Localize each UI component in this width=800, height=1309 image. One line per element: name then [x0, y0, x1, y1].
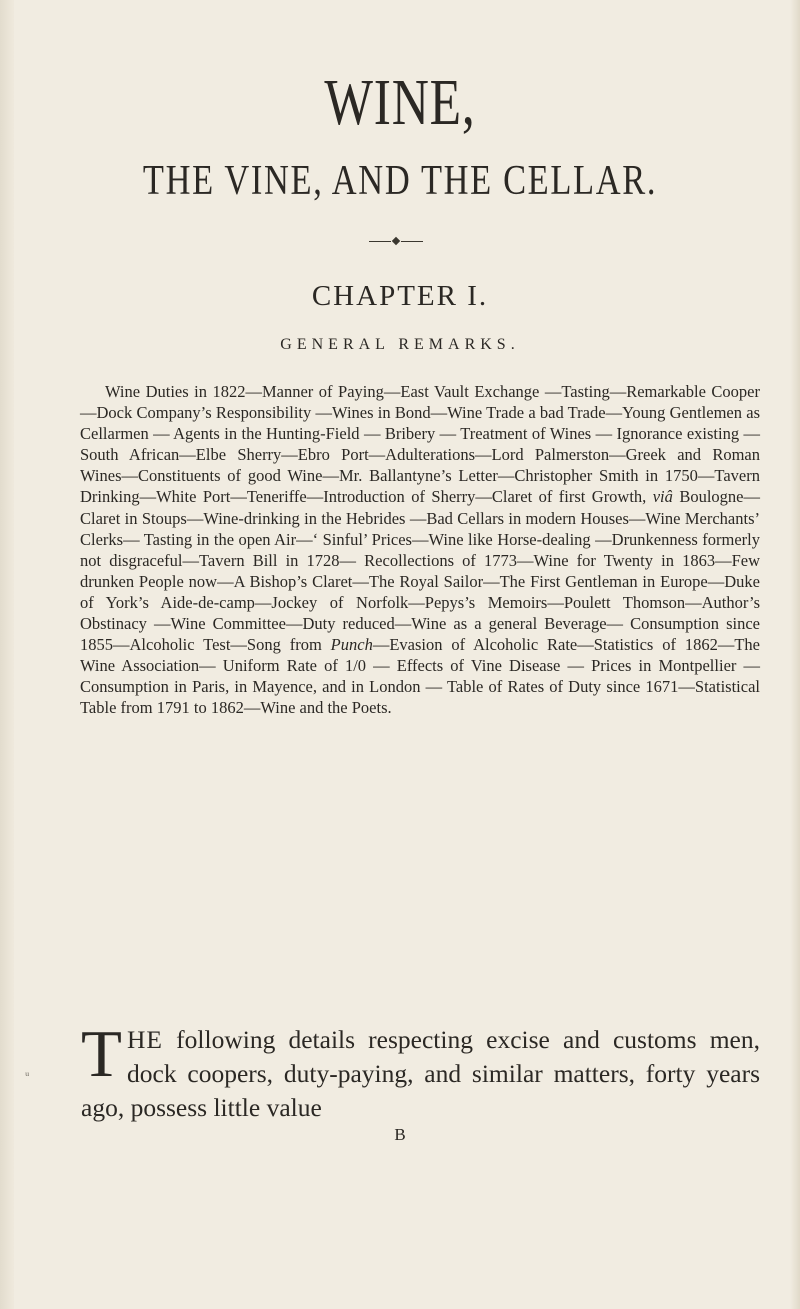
section-heading: GENERAL REMARKS.	[280, 336, 520, 353]
synopsis-italic-via: viâ	[652, 487, 673, 507]
page-edge-right	[790, 0, 800, 1309]
book-title: WINE,	[324, 66, 476, 139]
synopsis-text-2: Boulogne—Claret in Stoups—Wine-drinking in the Hebrides —Bad Cellars in modern Houses—Wine Merchants’ Clerks— Tasting in the open Air—‘ Sinful’ Prices—Wine like Horse-dealing —Drunkenness formerly not disgraceful—Tavern Bill in 1728— Recollections of 1773—Wine for Twenty in 1863—Few drunken People now—A Bishop’s Claret—The Royal Sailor—The First Gentleman in Europe—Duke of York’s Aide-de-camp—Jockey of Norfolk—Pepys’s Memoirs—Poulett Thomson—Author’s Obstinacy —Wine Committee—Duty reduced—Wine as a general Beverage— Consumption since 1855—Alcoholic Test—Song from	[80, 487, 760, 655]
margin-mark: ᵤ	[25, 1063, 30, 1078]
drop-cap: T	[81, 1017, 122, 1091]
ornament-line-left	[369, 241, 391, 242]
synopsis-text-1: Wine Duties in 1822—Manner of Paying—East Vault Exchange —Tasting—Remarkable Cooper—Dock Company’s Responsibility —Wines in Bond—Wine Trade a bad Trade—Young Gentlemen as Cellarmen — Agents in the Hunting-Field — Bribery — Treatment of Wines — Ignorance existing — South African—Elbe Sherry—Ebro Port—Adulterations—Lord Palmerston—Greek and Roman Wines—Constituents of good Wine—Mr. Ballantyne’s Letter—Christopher Smith in 1750—Tavern Drinking—White Port—Teneriffe—Introduction of Sherry—Claret of first Growth,	[80, 382, 760, 507]
body-paragraph	[81, 1017, 760, 1125]
first-word-rest: HE	[127, 1025, 163, 1054]
chapter-synopsis	[80, 381, 760, 719]
page-edge-left	[0, 0, 14, 1309]
signature-mark: B	[394, 1125, 406, 1144]
ornament-diamond-icon	[392, 237, 400, 245]
body-text: following details respecting excise and customs men, dock coopers, duty-paying, and similar matters, forty years ago, possess little value	[81, 1025, 760, 1122]
synopsis-text-3: —Evasion of Alcoholic Rate—Statistics of 1862—The Wine Association— Uniform Rate of 1/0 — Effects of Vine Disease — Prices in Montpellier — Consumption in Paris, in Mayence, and in London — Table of Rates of Duty since 1671—Statistical Table from 1791 to 1862—Wine and the Poets.	[80, 635, 761, 718]
ornament-line-right	[401, 241, 423, 242]
book-subtitle: THE VINE, AND THE CELLAR.	[142, 158, 658, 204]
synopsis-italic-punch: Punch	[330, 635, 373, 655]
chapter-heading: CHAPTER I.	[311, 280, 489, 312]
divider-ornament	[366, 236, 426, 246]
